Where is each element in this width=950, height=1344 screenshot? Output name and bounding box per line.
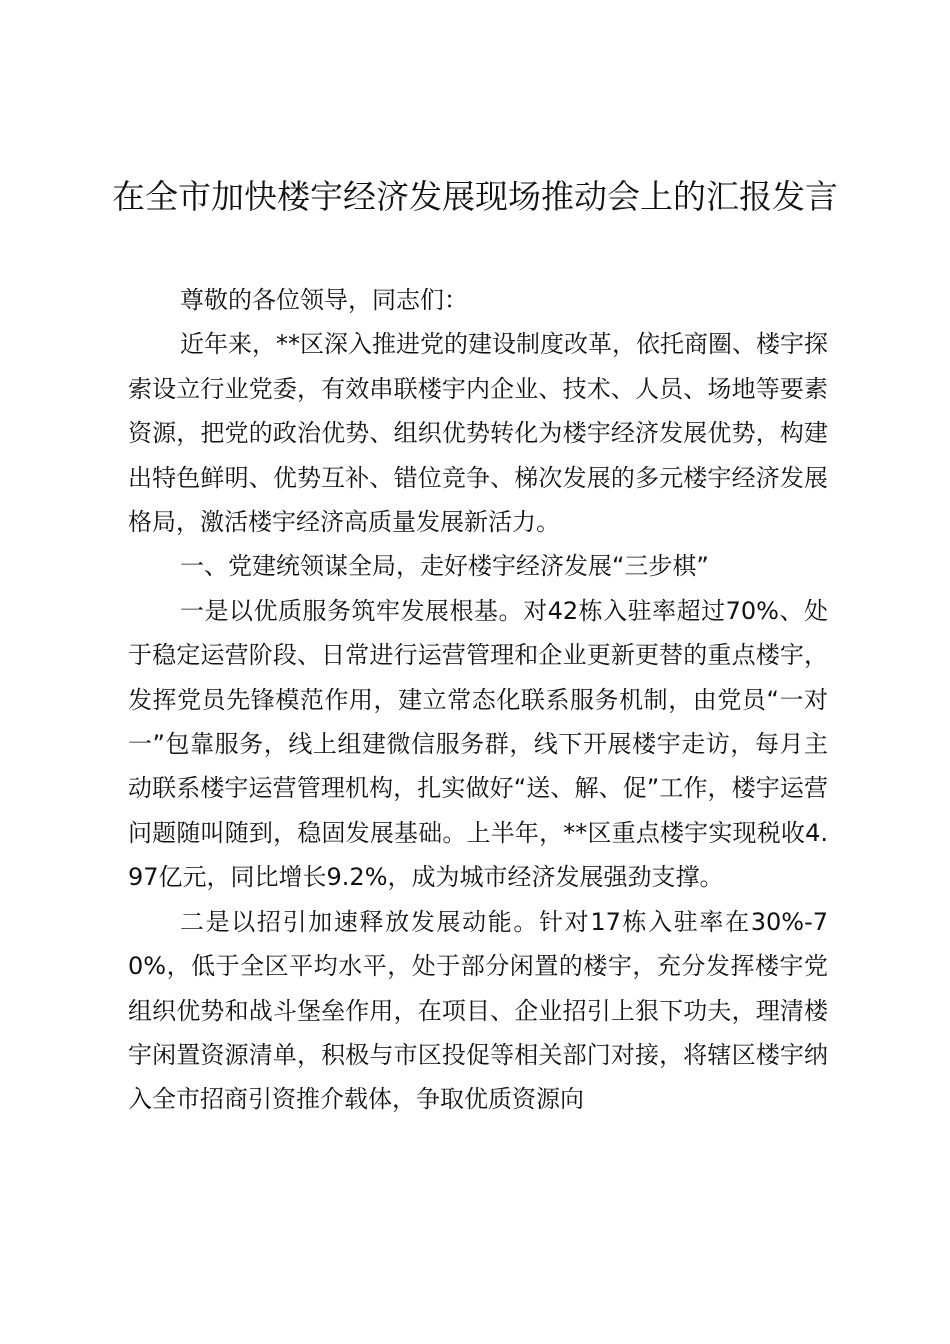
document-title: 在全市加快楼宇经济发展现场推动会上的汇报发言 xyxy=(112,177,838,216)
document-body xyxy=(128,278,828,1122)
section-heading-1: 一、党建统领谋全局，走好楼宇经济发展“三步棋” xyxy=(180,552,709,581)
paragraph-first-point: 一是以优质服务筑牢发展根基。对42栋入驻率超过70%、处于稳定运营阶段、日常进行运营管理和企业更新更替的重点楼宇，发挥党员先锋模范作用，建立常态化联系服务机制，由党员“一对一”包靠服务，线上组建微信服务群，线下开展楼宇走访，每月主动联系楼宇运营管理机构，扎实做好“送、解、促”工作，楼宇运营问题随叫随到，稳固发展基础。上半年，**区重点楼宇实现税收4.97亿元，同比增长9.2%，成为城市经济发展强劲支撑。 xyxy=(128,596,828,892)
paragraph-second-point: 二是以招引加速释放发展动能。针对17栋入驻率在30%-70%，低于全区平均水平，处于部分闲置的楼宇，充分发挥楼宇党组织优势和战斗堡垒作用，在项目、企业招引上狠下功夫，理清楼宇闲置资源清单，积极与市区投促等相关部门对接，将辖区楼宇纳入全市招商引资推介载体，争取优质资源向 xyxy=(128,907,828,1114)
salutation: 尊敬的各位领导，同志们： xyxy=(180,286,468,314)
paragraph-intro: 近年来，**区深入推进党的建设制度改革，依托商圈、楼宇探索设立行业党委，有效串联楼宇内企业、技术、人员、场地等要素资源，把党的政治优势、组织优势转化为楼宇经济发展优势，构建出特色鲜明、优势互补、错位竞争、梯次发展的多元楼宇经济发展格局，激活楼宇经济高质量发展新活力。 xyxy=(128,330,828,537)
